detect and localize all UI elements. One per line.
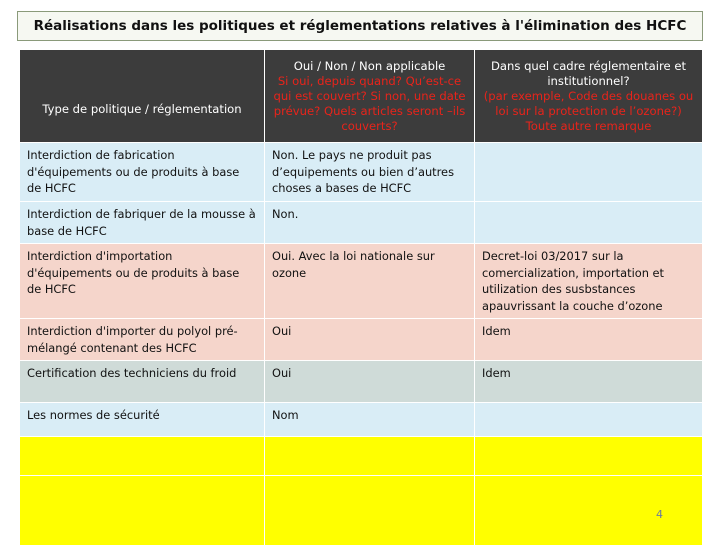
slide-title-text: Réalisations dans les politiques et réglementations relatives à l'élimination des HCFC [33, 18, 687, 34]
policy-cell [20, 437, 265, 476]
policy-table [19, 49, 703, 546]
page-number: 4 [656, 508, 663, 521]
status-cell: Non. [265, 202, 475, 244]
table-row [20, 437, 703, 476]
status-cell: Oui [265, 319, 475, 361]
header-policy-type-label: Type de politique / réglementation [42, 101, 242, 116]
table-row [20, 319, 703, 361]
table-header-row [20, 50, 703, 143]
status-cell [265, 476, 475, 546]
framework-cell: Decret-loi 03/2017 sur la comercialization, importation et utilization des susbstances apauvrissant la couche d’ozone [475, 244, 703, 319]
header-status [265, 50, 475, 143]
policy-cell: Certification des techniciens du froid [20, 361, 265, 403]
framework-cell [475, 437, 703, 476]
table-row [20, 244, 703, 319]
policy-cell [20, 476, 265, 546]
framework-cell: Idem [475, 319, 703, 361]
table-row [20, 361, 703, 403]
header-policy-type [20, 50, 265, 143]
status-cell: Non. Le pays ne produit pas d’equipements ou bien d’autres choses a bases de HCFC [265, 143, 475, 202]
table-row [20, 202, 703, 244]
framework-cell [475, 143, 703, 202]
table-row [20, 476, 703, 546]
framework-cell [475, 476, 703, 546]
status-cell: Oui [265, 361, 475, 403]
header-status-note: Si oui, depuis quand? Qu’est-ce qui est couvert? Si non, une date prévue? Quels articles seront –ils couverts? [273, 73, 466, 133]
policy-cell: Interdiction d'importation d'équipements ou de produits à base de HCFC [20, 244, 265, 319]
policy-cell: Interdiction de fabriquer de la mousse à base de HCFC [20, 202, 265, 244]
policy-cell: Interdiction d'importer du polyol pré-mélangé contenant des HCFC [20, 319, 265, 361]
header-framework-label: Dans quel cadre réglementaire et institutionnel? [490, 58, 687, 88]
framework-cell: Idem [475, 361, 703, 403]
framework-cell [475, 202, 703, 244]
status-cell: Nom [265, 403, 475, 437]
status-cell: Oui. Avec la loi nationale sur ozone [265, 244, 475, 319]
header-framework [475, 50, 703, 143]
policy-cell: Interdiction de fabrication d'équipements ou de produits à base de HCFC [20, 143, 265, 202]
header-status-label: Oui / Non / Non applicable [293, 58, 446, 73]
table-row [20, 143, 703, 202]
framework-cell [475, 403, 703, 437]
slide-title [17, 11, 703, 41]
table-row [20, 403, 703, 437]
policy-cell: Les normes de sécurité [20, 403, 265, 437]
status-cell [265, 437, 475, 476]
header-framework-note: (par exemple, Code des douanes ou loi sur la protection de l’ozone?) Toute autre remarque [483, 88, 694, 133]
